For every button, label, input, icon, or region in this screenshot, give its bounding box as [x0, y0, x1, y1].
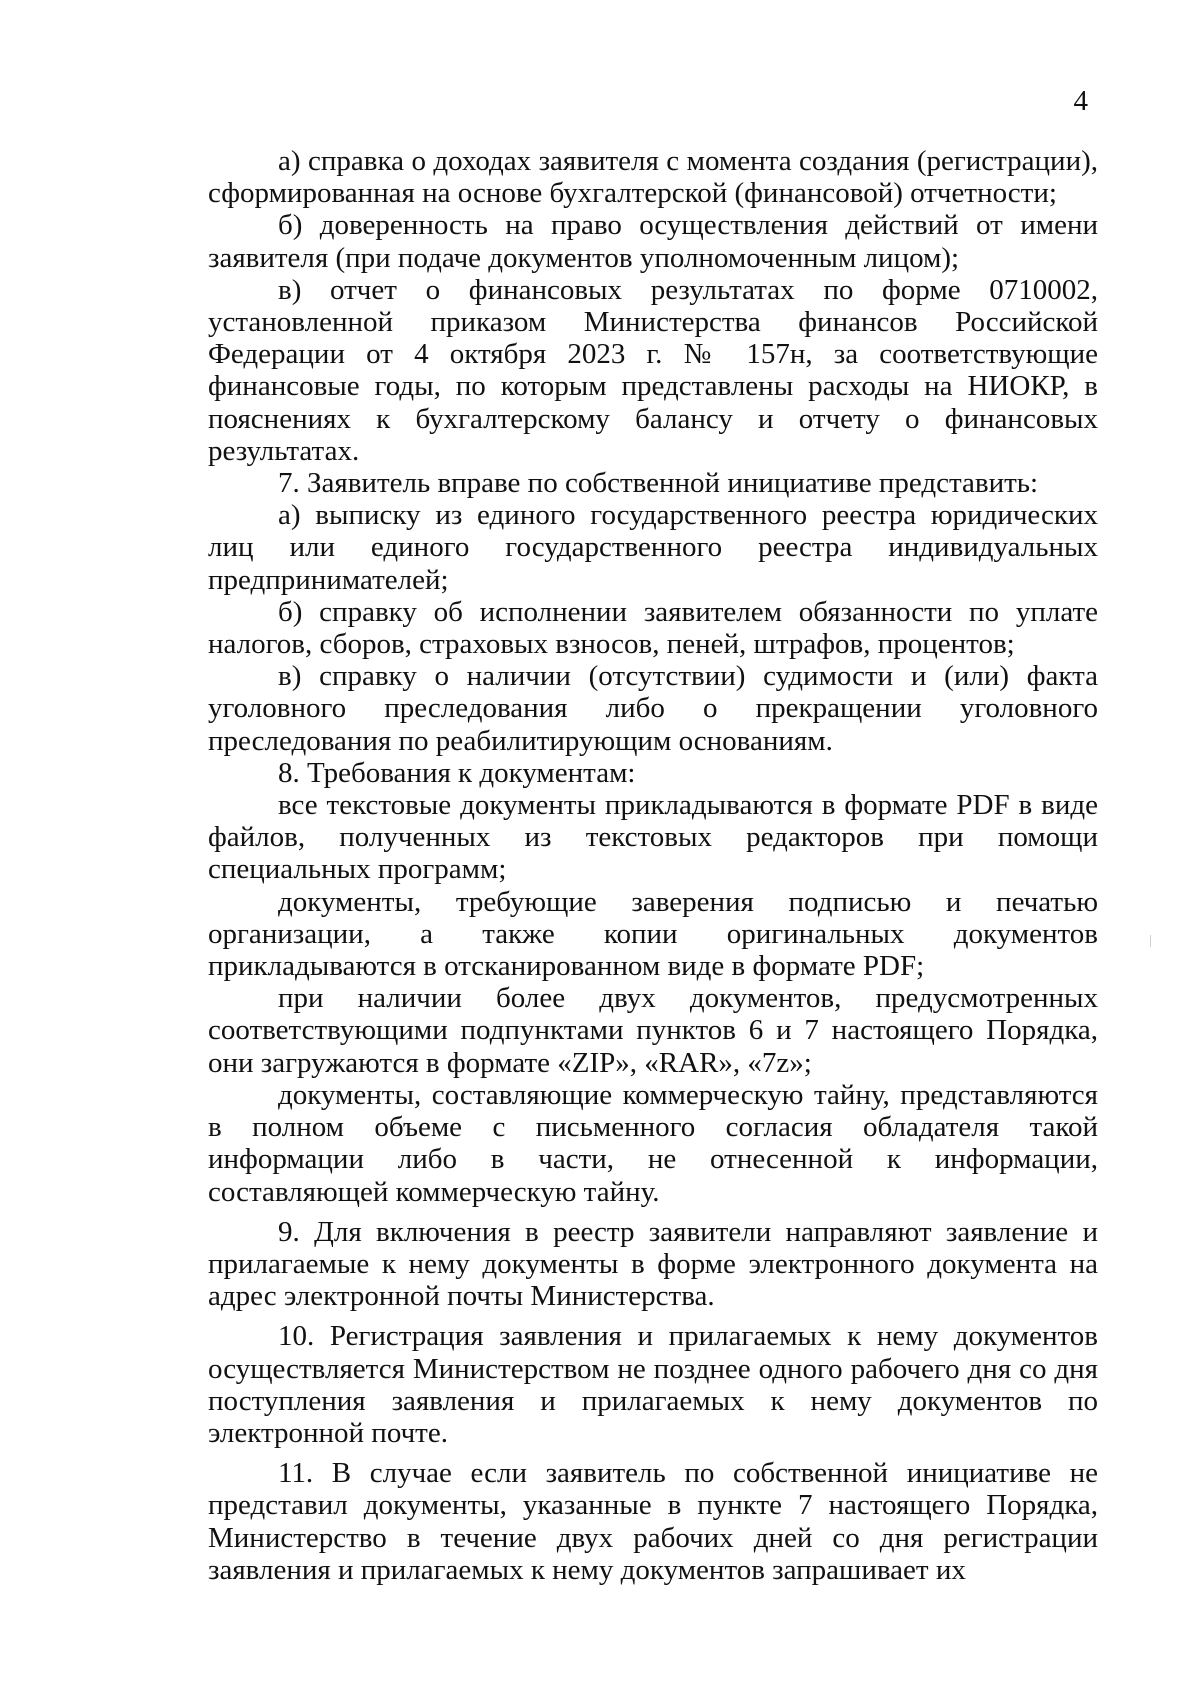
paragraph-8-item-2: документы, требующие заверения подписью и печатью организации, а также копии оригинальных документов прикладываются в отсканированном виде в формате PDF; [208, 885, 1098, 983]
paragraph-8-item-1: все текстовые документы прикладываются в формате PDF в виде файлов, полученных из текстовых редакторов при помощи специальных программ; [208, 789, 1098, 886]
page-number: 4 [1073, 85, 1088, 117]
paragraph-8-item-4: документы, составляющие коммерческую тайну, представляются в полном объеме с письменного согласия обладателя такой информации либо в части, не отнесенной к информации, составляющей коммерческую тайну. [208, 1078, 1098, 1208]
paragraph-7v: в) справку о наличии (отсутствии) судимости и (или) факта уголовного преследования либо о прекращении уголовного преследования по реабилитирующим основаниям. [208, 660, 1098, 757]
paragraph-8-item-3: при наличии более двух документов, предусмотренных соответствующими подпунктами пунктов 6 и 7 настоящего Порядка, они загружаются в формате «ZIP», «RAR», «7z»; [208, 982, 1098, 1079]
document-body [208, 145, 1098, 1586]
paragraph-9: 9. Для включения в реестр заявители направляют заявление и прилагаемые к нему документы в форме электронного документа на адрес электронной почты Министерства. [208, 1215, 1098, 1313]
paragraph-8: 8. Требования к документам: [278, 756, 636, 789]
paragraph-10: 10. Регистрация заявления и прилагаемых к нему документов осуществляется Министерством не позднее одного рабочего дня со дня поступления заявления и прилагаемых к нему документов по электронной почте. [208, 1320, 1098, 1449]
paragraph-7b: б) справку об исполнении заявителем обязанности по уплате налогов, сборов, страховых взносов, пеней, штрафов, процентов; [208, 595, 1098, 661]
paragraph-7: 7. Заявитель вправе по собственной инициативе представить: [278, 467, 1039, 500]
paragraph-7a: а) выписку из единого государственного реестра юридических лиц или единого государственного реестра индивидуальных предпринимателей; [208, 499, 1098, 596]
scan-artifact [1150, 935, 1151, 947]
paragraph-6a: а) справка о доходах заявителя с момента создания (регистрации), сформированная на основе бухгалтерской (финансовой) отчетности; [208, 145, 1098, 210]
paragraph-6b: б) доверенность на право осуществления действий от имени заявителя (при подаче документов уполномоченным лицом); [208, 209, 1098, 274]
paragraph-11: 11. В случае если заявитель по собственной инициативе не представил документы, указанные в пункте 7 настоящего Порядка, Министерство в течение двух рабочих дней со дня регистрации заявления и прилагаемых к нему документов запрашивает их [208, 1457, 1098, 1586]
paragraph-6v: в) отчет о финансовых результатах по форме 0710002, установленной приказом Министерства финансов Российской Федерации от 4 октября 2023 г. № 157н, за соответствующие финансовые годы, по которым представлены расходы на НИОКР, в пояснениях к бухгалтерскому балансу и отчету о финансовых результатах. [208, 273, 1098, 467]
